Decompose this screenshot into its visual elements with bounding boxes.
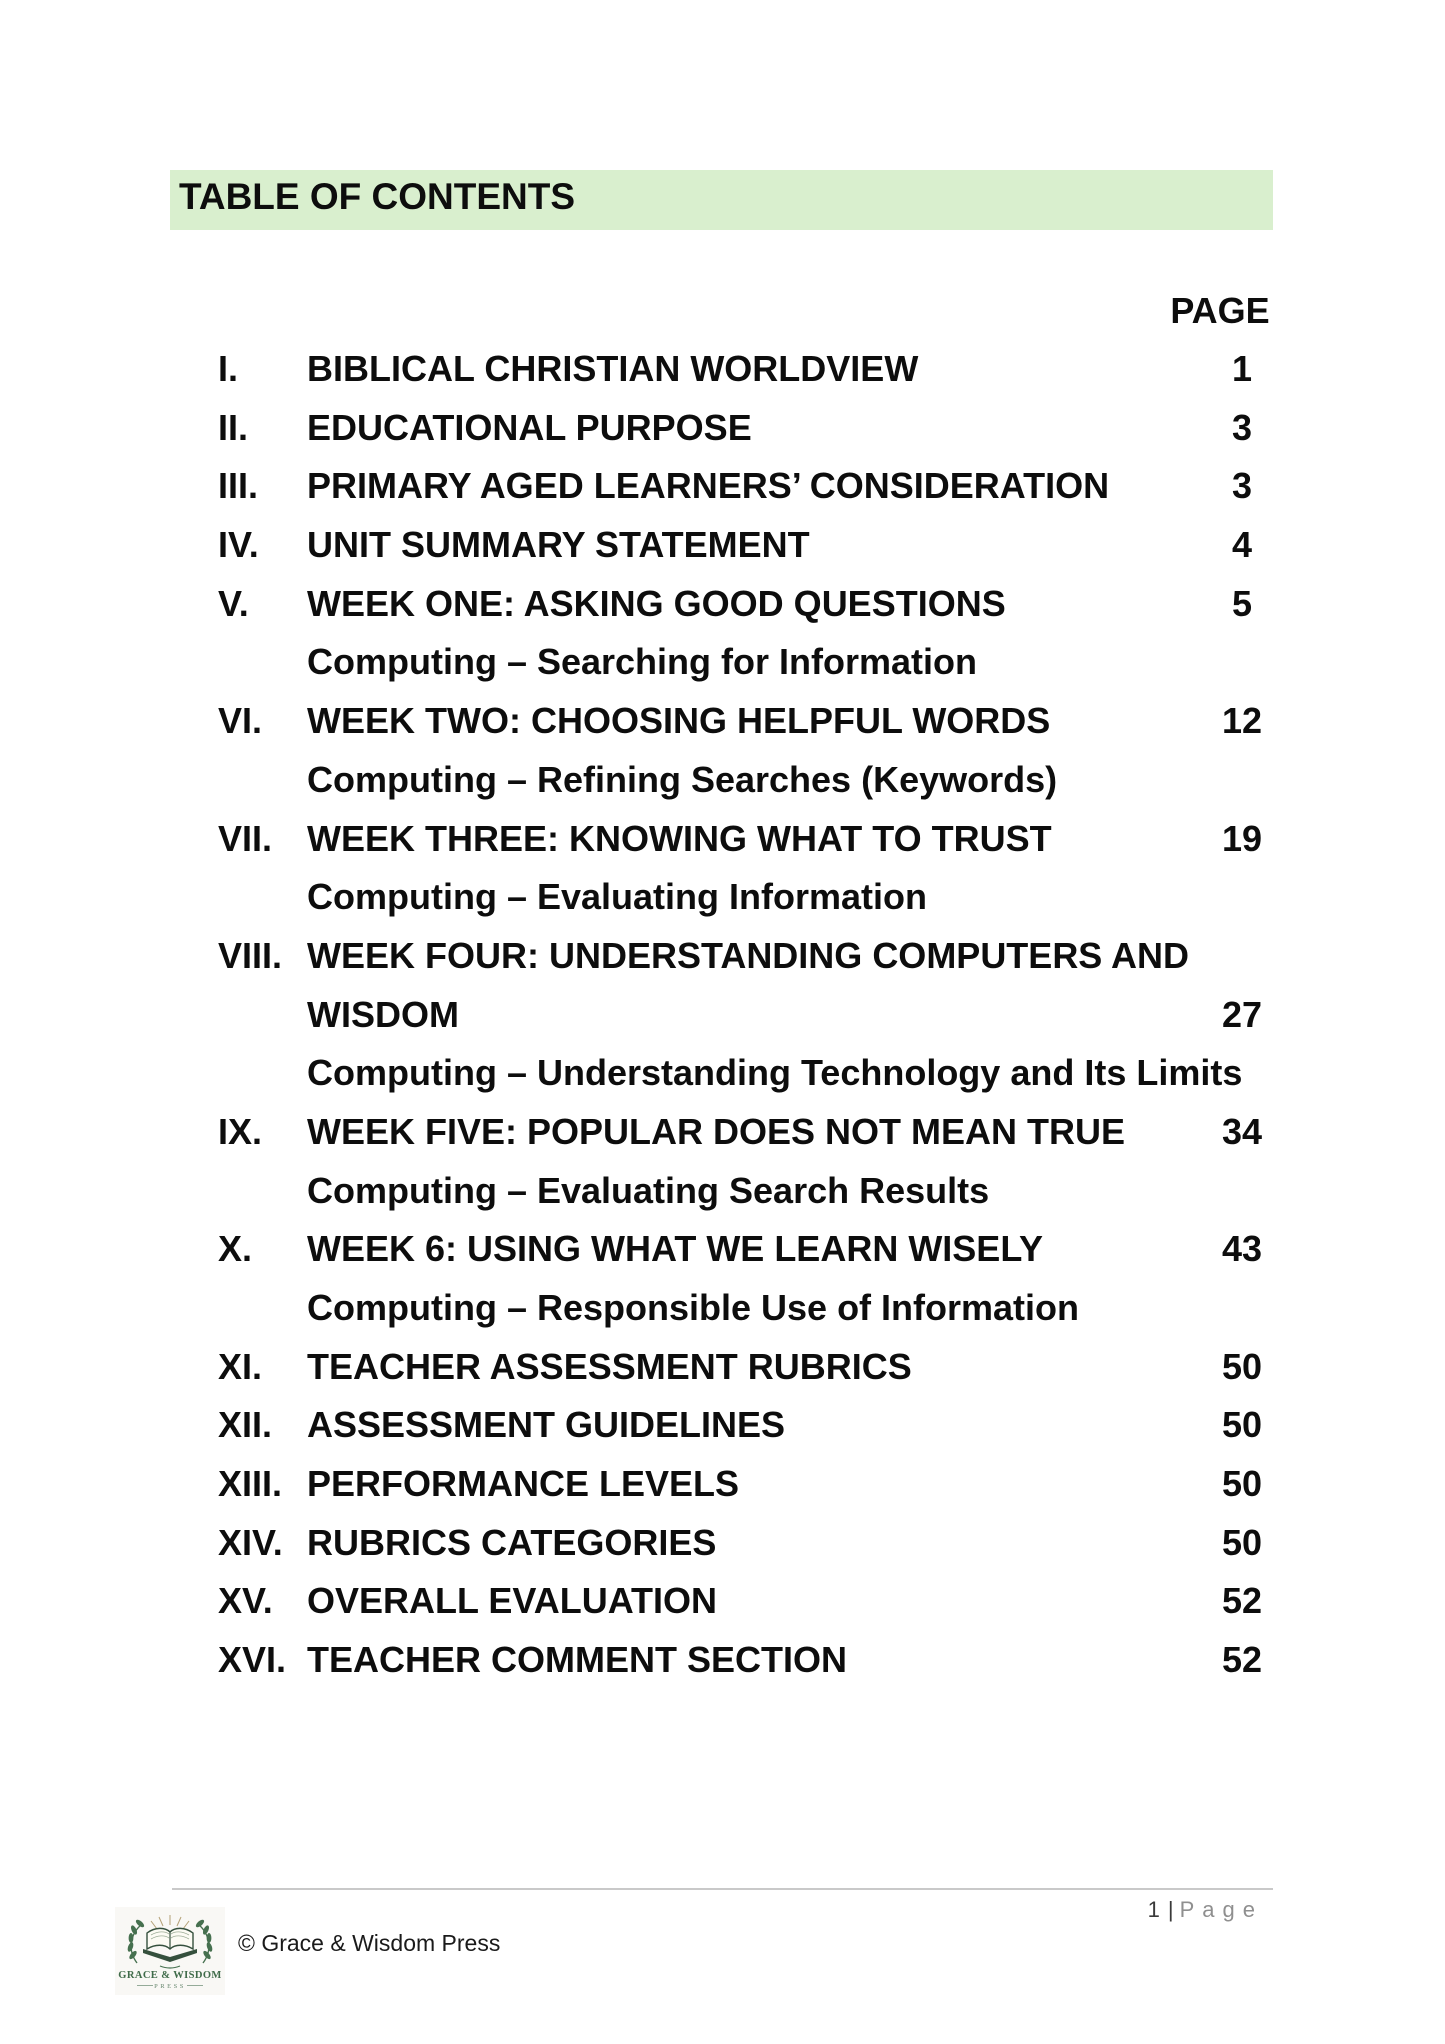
toc-entry-page-number: 50 <box>1221 1404 1263 1446</box>
toc-entry-page-number: 19 <box>1221 817 1263 859</box>
toc-entry-numeral: II. <box>218 406 249 448</box>
logo-wordmark-line1: GRACE & WISDOM <box>118 1970 222 1981</box>
toc-entry-title: Computing – Understanding Technology and Its Limits <box>307 1052 1243 1094</box>
toc-entry-title: EDUCATIONAL PURPOSE <box>307 406 752 448</box>
toc-row <box>0 1338 1445 1397</box>
toc-row <box>0 1572 1445 1631</box>
page-number-separator: | <box>1167 1897 1174 1922</box>
toc-entry-title: WEEK TWO: CHOOSING HELPFUL WORDS <box>307 700 1051 742</box>
grace-wisdom-press-logo-icon <box>115 1907 225 1995</box>
toc-row <box>0 1220 1445 1279</box>
toc-entry-page-number: 50 <box>1221 1463 1263 1505</box>
publisher-logo <box>115 1907 225 1995</box>
toc-entry-page-number: 4 <box>1231 524 1253 566</box>
toc-entry-title: PRIMARY AGED LEARNERS’ CONSIDERATION <box>307 465 1110 507</box>
toc-row <box>0 1162 1445 1221</box>
toc-entry-page-number: 34 <box>1221 1110 1263 1152</box>
toc-entry-title: WEEK FOUR: UNDERSTANDING COMPUTERS AND <box>307 934 1189 976</box>
toc-row <box>0 633 1445 692</box>
toc-entry-title: WEEK THREE: KNOWING WHAT TO TRUST <box>307 817 1052 859</box>
toc-row <box>0 1044 1445 1103</box>
toc-row <box>0 868 1445 927</box>
page-title: TABLE OF CONTENTS <box>179 176 576 217</box>
toc-entry-title: UNIT SUMMARY STATEMENT <box>307 524 810 566</box>
toc-entry-numeral: X. <box>218 1228 253 1270</box>
toc-row <box>0 340 1445 399</box>
logo-wordmark-line2: PRESS <box>154 1983 186 1990</box>
toc-entry-page-number: 12 <box>1221 700 1263 742</box>
toc-row <box>0 1396 1445 1455</box>
toc-entry-title: TEACHER COMMENT SECTION <box>307 1639 847 1681</box>
toc-entry-title: PERFORMANCE LEVELS <box>307 1463 740 1505</box>
toc-entry-page-number: 52 <box>1221 1639 1263 1681</box>
toc-entry-numeral: IV. <box>218 524 259 566</box>
toc-entry-title: RUBRICS CATEGORIES <box>307 1521 717 1563</box>
toc-entry-title: OVERALL EVALUATION <box>307 1580 718 1622</box>
toc-entry-title: WEEK FIVE: POPULAR DOES NOT MEAN TRUE <box>307 1110 1126 1152</box>
toc-entry-numeral: VIII. <box>218 934 283 976</box>
toc-entry-title: WEEK ONE: ASKING GOOD QUESTIONS <box>307 582 1006 624</box>
toc-entry-numeral: I. <box>218 348 239 389</box>
toc-row <box>0 1455 1445 1514</box>
page-number-indicator <box>1000 1889 1263 1931</box>
toc-entry-page-number: 52 <box>1221 1580 1263 1622</box>
toc-entry-title: WISDOM <box>307 993 459 1035</box>
toc-entry-page-number: 3 <box>1231 406 1253 448</box>
toc-entry-title: WEEK 6: USING WHAT WE LEARN WISELY <box>307 1228 1044 1270</box>
toc-header-bar <box>170 170 1273 230</box>
toc-entry-title: Computing – Evaluating Information <box>307 876 927 918</box>
toc-entry-title: Computing – Searching for Information <box>307 641 978 683</box>
toc-row <box>0 810 1445 869</box>
toc-row <box>0 986 1445 1045</box>
toc-entry-page-number: 50 <box>1221 1345 1263 1387</box>
toc-entry-numeral: XII. <box>218 1404 273 1446</box>
toc-entry-numeral: XIII. <box>218 1463 283 1505</box>
page-number-value: 1 <box>1147 1897 1160 1922</box>
toc-entry-numeral: XI. <box>218 1345 263 1387</box>
toc-entry-numeral: VI. <box>218 700 263 742</box>
toc-entry-numeral: XV. <box>218 1580 273 1622</box>
toc-row <box>0 1103 1445 1162</box>
toc-entry-page-number: 27 <box>1221 993 1263 1035</box>
toc-entry-title: TEACHER ASSESSMENT RUBRICS <box>307 1345 912 1387</box>
toc-row <box>0 457 1445 516</box>
toc-list <box>0 340 1445 1690</box>
toc-entry-numeral: XIV. <box>218 1521 283 1563</box>
toc-entry-title: BIBLICAL CHRISTIAN WORLDVIEW <box>307 348 919 389</box>
toc-entry-page-number: 5 <box>1231 582 1253 624</box>
toc-entry-title: ASSESSMENT GUIDELINES <box>307 1404 786 1446</box>
toc-row <box>0 399 1445 458</box>
toc-row <box>0 927 1445 986</box>
toc-row <box>0 516 1445 575</box>
copyright-text: © Grace & Wisdom Press <box>238 1930 501 1956</box>
toc-entry-page-number: 50 <box>1221 1521 1263 1563</box>
toc-entry-numeral: VII. <box>218 817 273 859</box>
page-column-label: PAGE <box>1170 290 1270 331</box>
toc-entry-title: Computing – Responsible Use of Information <box>307 1287 1080 1328</box>
toc-row <box>0 692 1445 751</box>
toc-entry-numeral: IX. <box>218 1110 263 1152</box>
toc-row <box>0 575 1445 634</box>
toc-entry-numeral: III. <box>218 465 259 507</box>
toc-row <box>0 751 1445 810</box>
toc-entry-numeral: XVI. <box>218 1639 287 1681</box>
toc-entry-page-number: 1 <box>1231 348 1253 389</box>
toc-entry-numeral: V. <box>218 582 249 624</box>
toc-entry-page-number: 3 <box>1231 465 1253 507</box>
toc-entry-title: Computing – Evaluating Search Results <box>307 1169 990 1211</box>
page-number-word: Page <box>1179 1897 1263 1922</box>
toc-row <box>0 1279 1445 1338</box>
toc-row <box>0 1631 1445 1690</box>
toc-entry-page-number: 43 <box>1221 1228 1263 1270</box>
toc-row <box>0 1514 1445 1573</box>
toc-entry-title: Computing – Refining Searches (Keywords) <box>307 758 1058 800</box>
